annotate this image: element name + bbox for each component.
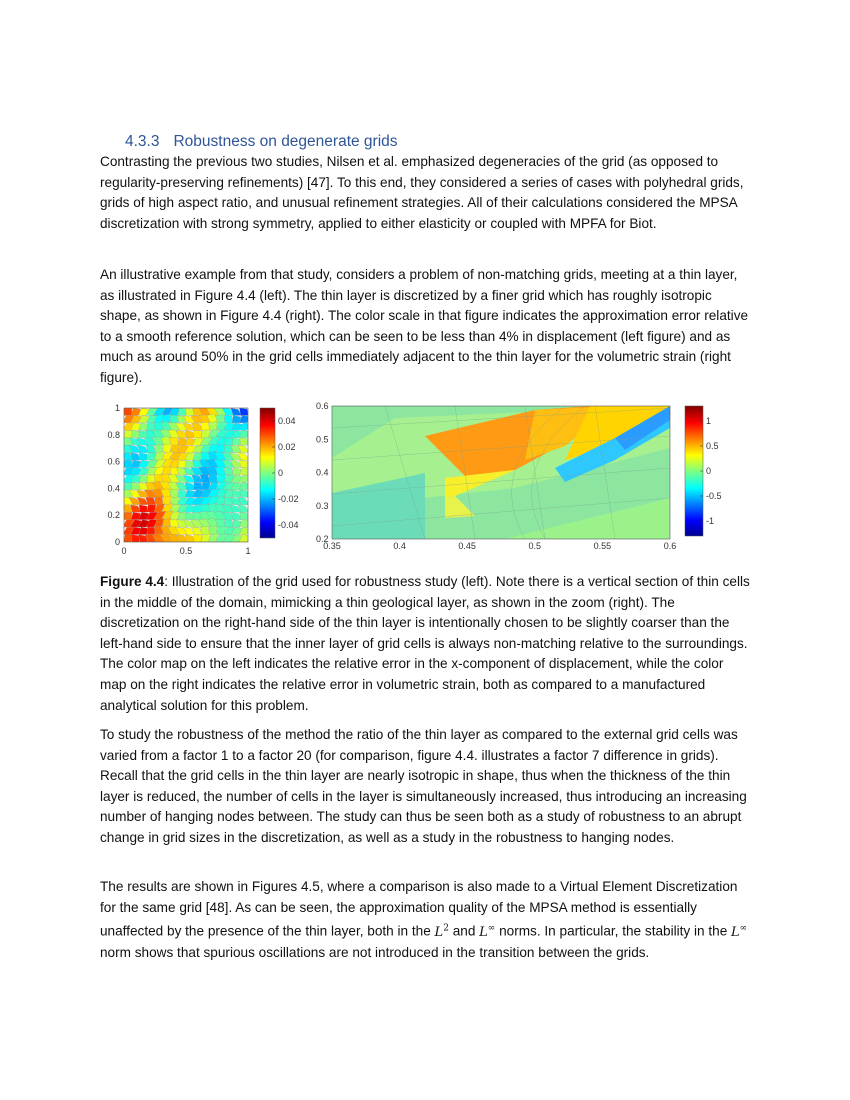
right-colorbar-tick-label: -0.5 <box>706 491 722 501</box>
heatmap-cell <box>232 438 241 445</box>
heatmap-cell <box>132 482 140 489</box>
heatmap-cell <box>154 444 163 453</box>
left-y-tick-label: 0.6 <box>107 456 120 467</box>
right-colorbar-tick-label: 0.5 <box>706 441 719 451</box>
heatmap-cell <box>185 535 194 542</box>
left-heatmap <box>107 403 251 556</box>
heatmap-cell <box>239 460 248 467</box>
heatmap-cell <box>178 490 186 497</box>
heatmap-cell <box>224 415 233 422</box>
right-x-tick-label: 0.6 <box>663 541 677 551</box>
heatmap-cell <box>224 468 232 475</box>
heatmap-cell <box>193 453 203 460</box>
heatmap-cell <box>240 438 249 445</box>
right-colorbar-tick-label: -1 <box>706 516 715 526</box>
heatmap-cell <box>240 512 249 519</box>
figure-svg <box>95 398 745 558</box>
left-y-tick-label: 0.2 <box>107 510 120 521</box>
right-y-tick-label: 0.3 <box>316 500 329 511</box>
heatmap-cell <box>147 423 155 430</box>
heatmap-cell <box>209 526 217 535</box>
left-y-tick-label: 0.8 <box>107 429 120 440</box>
left-colorbar-tick-label: 0.02 <box>278 442 296 452</box>
right-x-tick-label: 0.45 <box>458 541 476 551</box>
right-y-tick-label: 0.2 <box>316 534 329 544</box>
math-linf-2-sup: ∞ <box>739 923 748 934</box>
heatmap-cell <box>239 408 248 415</box>
math-l2-sup: 2 <box>443 923 449 934</box>
left-y-tick-label: 1 <box>114 403 120 413</box>
paragraph-4 <box>100 877 752 964</box>
left-colorbar-tick-label: 0.04 <box>278 416 296 426</box>
heatmap-cell <box>194 535 202 542</box>
right-y-tick-label: 0.4 <box>316 467 329 478</box>
right-y-tick-label: 0.5 <box>316 434 329 445</box>
right-x-tick-label: 0.55 <box>593 541 612 551</box>
left-colorbar-tick-label: 0 <box>278 468 284 478</box>
math-linf-2 <box>731 925 747 940</box>
left-colorbar <box>260 408 299 538</box>
section-title: Robustness on degenerate grids <box>173 133 398 150</box>
left-y-tick-label: 0.4 <box>107 483 120 494</box>
p4-part-b: and <box>448 923 480 939</box>
heatmap-cell <box>178 460 187 467</box>
heatmap-cell <box>240 490 249 497</box>
figure-4-4 <box>95 398 745 563</box>
heatmap-cell <box>139 505 147 512</box>
heatmap-cell <box>224 520 232 527</box>
heatmap-cell <box>124 408 132 415</box>
figure-caption <box>100 572 752 716</box>
math-l2 <box>435 925 449 940</box>
heatmap-cell <box>178 438 186 445</box>
math-linf-2-base: L <box>731 924 740 940</box>
right-x-tick-label: 0.35 <box>323 541 341 551</box>
p4-part-d: norm shows that spurious oscillations are not introduced in the transition between the grids. <box>100 945 650 961</box>
right-x-tick-label: 0.5 <box>528 541 542 551</box>
heatmap-cell <box>147 527 155 534</box>
right-colorbar-tick-label: 0 <box>706 466 712 476</box>
heatmap-cell <box>185 482 194 489</box>
heatmap-cell <box>155 496 163 505</box>
paragraph-1: Contrasting the previous two studies, Nilsen et al. emphasized degeneracies of the grid (as opposed to regularity-preserving refinements) [47]. To this end, they considered a series of cases with polyhedral grids, grids of high aspect ratio, and unusual refinement strategies. All of their calculations considered the MPSA discretization with strong symmetry, applied to either elasticity or coupled with MPFA for Biot. <box>100 154 744 231</box>
heatmap-cell <box>123 535 133 542</box>
math-linf <box>479 925 495 940</box>
math-linf-base: L <box>479 924 488 940</box>
heatmap-cell <box>162 496 171 505</box>
heatmap-cell <box>139 453 147 460</box>
right-colorbar <box>685 406 722 536</box>
heatmap-cell <box>162 444 171 453</box>
heatmap-cell <box>209 474 217 483</box>
heatmap-cell <box>132 430 140 437</box>
left-x-tick-label: 0 <box>121 546 127 556</box>
heatmap-cell <box>185 430 194 437</box>
heatmap-cell <box>124 460 132 467</box>
heatmap-cell <box>123 482 133 489</box>
heatmap-cell <box>147 475 155 482</box>
heatmap-cell <box>194 482 202 489</box>
heatmap-cell <box>232 415 241 422</box>
heatmap-cell <box>232 490 241 497</box>
caption-label: Figure 4.4 <box>100 574 165 589</box>
right-y-tick-label: 0.6 <box>316 401 329 411</box>
paragraph-2: An illustrative example from that study, considers a problem of non-matching grids, meeting at a thin layer, as illustrated in Figure 4.4 (left). The thin layer is discretized by a finer grid which has roughly isotropic shape, as shown in Figure 4.4 (right). The color scale in that figure indicates the approximation error relative to a smooth reference solution, which can be seen to be less than 4% in displacement (left figure) and as much as around 50% in the grid cells immediately adjacent to the thin layer for the volumetric strain (right figure). <box>100 267 749 385</box>
heatmap-cell <box>124 512 132 519</box>
heatmap-cell <box>194 430 202 437</box>
right-x-tick-label: 0.4 <box>393 541 406 551</box>
left-y-tick-label: 0 <box>114 537 120 547</box>
heatmap-cell <box>178 512 187 519</box>
caption-text: : Illustration of the grid used for robustness study (left). Note there is a vertical section of thin cells in the middle of the domain, mimicking a thin geological layer, as shown in the zoom (right). The discretization on the right-hand side of the thin layer is intentionally chosen to be slightly coarser than the left-hand side to ensure that the inner layer of grid cells is always non-matching relative to the surroundings. The color map on the left indicates the relative error in the x-component of displacement, while the color map on the right indicates the relative error in volumetric strain, both as compared to a manufactured analytical solution for this problem. <box>100 574 750 713</box>
section-heading <box>125 133 398 151</box>
paragraph-3: To study the robustness of the method the ratio of the thin layer as compared to the external grid cells was varied from a factor 1 to a factor 20 (for comparison, figure 4.4. illustrates a factor 7 difference in grids). Recall that the grid cells in the thin layer are nearly isotropic in shape, thus when the thickness of the thin layer is reduced, the number of cells in the layer is simultaneously increased, thus introducing an increasing number of hanging nodes between. The study can thus be seen both as a study of robustness to an abrupt change in grid sizes in the discretization, as well as a study in the robustness to hanging nodes. <box>100 727 747 845</box>
left-x-tick-label: 1 <box>245 546 251 556</box>
left-colorbar-tick-label: -0.02 <box>278 494 299 504</box>
left-colorbar-tick-label: -0.04 <box>278 520 299 530</box>
right-colorbar-tick-label: 1 <box>706 416 712 426</box>
p4-part-c: norms. In particular, the stability in the <box>495 923 732 939</box>
heatmap-cell <box>193 505 203 512</box>
math-l2-base: L <box>434 924 444 940</box>
p4-part-a: The results are shown in Figures 4.5, where a comparison is also made to a Virtual Element Discretization for the same grid [48]. As can be seen, the approximation quality of the MPSA method is essentially unaffected by the presence of the thin layer, both in the <box>100 879 738 939</box>
heatmap-cell <box>178 408 187 415</box>
heatmap-cell <box>132 535 140 542</box>
heatmap-cell <box>209 421 217 430</box>
math-linf-sup: ∞ <box>487 923 496 934</box>
right-heatmap <box>316 401 676 551</box>
left-x-tick-label: 0.5 <box>179 546 193 556</box>
section-number: 4.3.3 <box>125 133 160 150</box>
